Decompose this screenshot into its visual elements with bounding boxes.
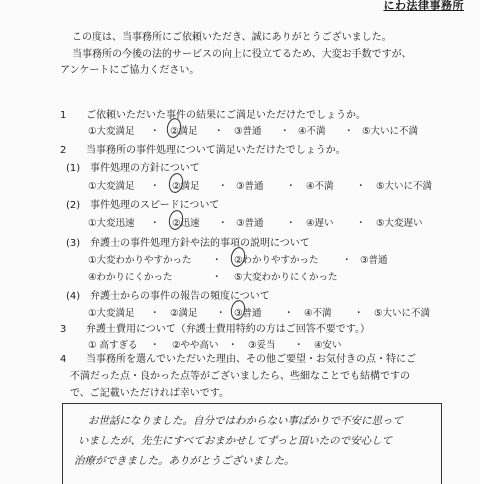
- q2-2-sep: ・: [286, 218, 296, 229]
- question-4: [60, 351, 416, 402]
- intro-line-3: アンケートにご協力ください。: [60, 65, 200, 76]
- q2-4-option-5[interactable]: ⑤大いに不満: [374, 308, 431, 319]
- q3-sep: ・: [150, 340, 160, 351]
- q2-1-sep: ・: [150, 181, 160, 192]
- question-1-text: ご依頼いただいた事件の結果にご満足いただけたでしょうか。: [86, 110, 366, 121]
- q3-option-4[interactable]: ④安い: [314, 340, 342, 351]
- q3-option-3[interactable]: ③妥当: [248, 340, 276, 351]
- q3-option-2[interactable]: ②やや高い: [172, 340, 219, 351]
- q1-option-1[interactable]: ①大変満足: [88, 126, 135, 137]
- intro-text: [60, 30, 412, 80]
- question-2-1: [66, 159, 200, 174]
- question-2: [60, 141, 346, 156]
- q1-sep: ・: [280, 126, 290, 137]
- question-3-number: 3: [60, 324, 67, 335]
- q3-sep: ・: [294, 340, 304, 351]
- q2-1-option-2-selected[interactable]: ②満足: [172, 178, 200, 192]
- q2-3-option-1[interactable]: ①大変わかりやすかった: [88, 255, 192, 266]
- q2-3-sep: ・: [212, 255, 222, 266]
- q2-1-sep: ・: [356, 181, 366, 192]
- q2-4-option-2[interactable]: ②満足: [170, 308, 198, 319]
- q2-3-option-4[interactable]: ④わかりにくかった: [88, 272, 173, 283]
- question-3: [60, 320, 370, 335]
- comment-line-1: お世話になりました。自分ではわからない事ばかりで不安に思って: [88, 415, 403, 427]
- q2-2-sep: ・: [150, 218, 160, 229]
- q1-sep: ・: [344, 126, 354, 137]
- question-2-1-text: 事件処理の方針について: [90, 163, 200, 174]
- q2-1-option-1[interactable]: ①大変満足: [88, 181, 135, 192]
- q2-3-option-2-selected[interactable]: ②わかりやすかった: [234, 252, 319, 266]
- firm-name: にわ法律事務所: [383, 0, 464, 12]
- question-2-2-text: 事件処理のスピードについて: [90, 200, 220, 211]
- q2-1-sep: ・: [286, 181, 296, 192]
- q2-2-option-5[interactable]: ⑤大変遅い: [376, 218, 423, 229]
- question-3-text: 弁護士費用について（弁護士費用特約の方はご回答不要です。）: [86, 324, 370, 335]
- question-2-text: 当事務所の事件処理について満足いただけたでしょうか。: [86, 145, 346, 156]
- q1-option-2-selected[interactable]: ②満足: [170, 123, 198, 137]
- question-4-line-3: で、ご記載いただければ幸いです。: [70, 388, 229, 399]
- q3-option-1[interactable]: ① 高すぎる: [88, 340, 138, 351]
- intro-line-1: この度は、当事務所にご依頼いただき、誠にありがとうございました。: [72, 32, 392, 43]
- q2-3-option-3[interactable]: ③普通: [360, 255, 388, 266]
- q2-4-option-3-selected[interactable]: ③普通: [234, 305, 262, 319]
- q2-1-sep: ・: [218, 181, 228, 192]
- q1-option-5[interactable]: ⑤大いに不満: [362, 126, 419, 137]
- q2-1-option-4[interactable]: ④不満: [306, 181, 334, 192]
- q2-4-option-4[interactable]: ④不満: [304, 308, 332, 319]
- question-1: [60, 106, 366, 121]
- question-2-1-number: (1): [66, 163, 81, 174]
- q2-2-sep: ・: [356, 218, 366, 229]
- question-2-2: [66, 196, 219, 211]
- q1-option-4[interactable]: ④不満: [298, 126, 326, 137]
- q2-1-option-5[interactable]: ⑤大いに不満: [376, 181, 433, 192]
- question-2-4-number: (4): [66, 291, 81, 302]
- q2-1-option-3[interactable]: ③普通: [236, 181, 264, 192]
- q2-4-option-1[interactable]: ①大変満足: [88, 308, 135, 319]
- q2-2-option-4[interactable]: ④遅い: [306, 218, 334, 229]
- q1-sep: ・: [214, 126, 224, 137]
- question-2-3-number: (3): [66, 238, 81, 249]
- question-2-3-text: 弁護士の事件処理方針や法的事項の説明について: [90, 238, 310, 249]
- q1-sep: ・: [150, 126, 160, 137]
- q2-4-sep: ・: [284, 308, 294, 319]
- comment-line-3: 治療ができました。ありがとうございました。: [74, 455, 295, 467]
- intro-line-2: 当事務所の今後の法的サービスの向上に役立てるため、大変お手数ですが、: [72, 48, 412, 60]
- q2-2-option-3[interactable]: ③普通: [236, 218, 264, 229]
- q2-2-option-2-selected[interactable]: ②迅速: [172, 215, 200, 229]
- q2-3-sep: ・: [342, 255, 352, 266]
- q1-option-3[interactable]: ③普通: [234, 126, 262, 137]
- question-2-4-text: 弁護士からの事件の報告の頻度について: [90, 291, 270, 302]
- question-1-number: 1: [60, 110, 67, 121]
- q2-4-sep: ・: [150, 308, 160, 319]
- q2-3-sep: ・: [212, 272, 222, 283]
- q2-2-option-1[interactable]: ①大変迅速: [88, 218, 135, 229]
- question-2-number: 2: [60, 145, 67, 156]
- comment-line-2: いましたが、先生にすべておまかせしてずっと頂いたので安心して: [78, 435, 393, 447]
- q2-4-sep: ・: [216, 308, 226, 319]
- q2-3-option-5[interactable]: ⑤大変わかりにくかった: [234, 272, 338, 283]
- q3-sep: ・: [228, 340, 238, 351]
- question-4-line-1: 当事務所を選んでいただいた理由、その他ご要望・お気付きの点・特にご: [86, 354, 416, 365]
- q2-2-sep: ・: [218, 218, 228, 229]
- handwritten-comment: [74, 411, 403, 471]
- question-4-line-2: 不満だった点・良かった点等がございましたら、些細なことでも結構ですの: [70, 371, 410, 382]
- question-4-number: 4: [60, 354, 67, 365]
- question-2-3: [66, 234, 310, 249]
- q2-4-sep: ・: [354, 308, 364, 319]
- question-2-2-number: (2): [66, 200, 81, 211]
